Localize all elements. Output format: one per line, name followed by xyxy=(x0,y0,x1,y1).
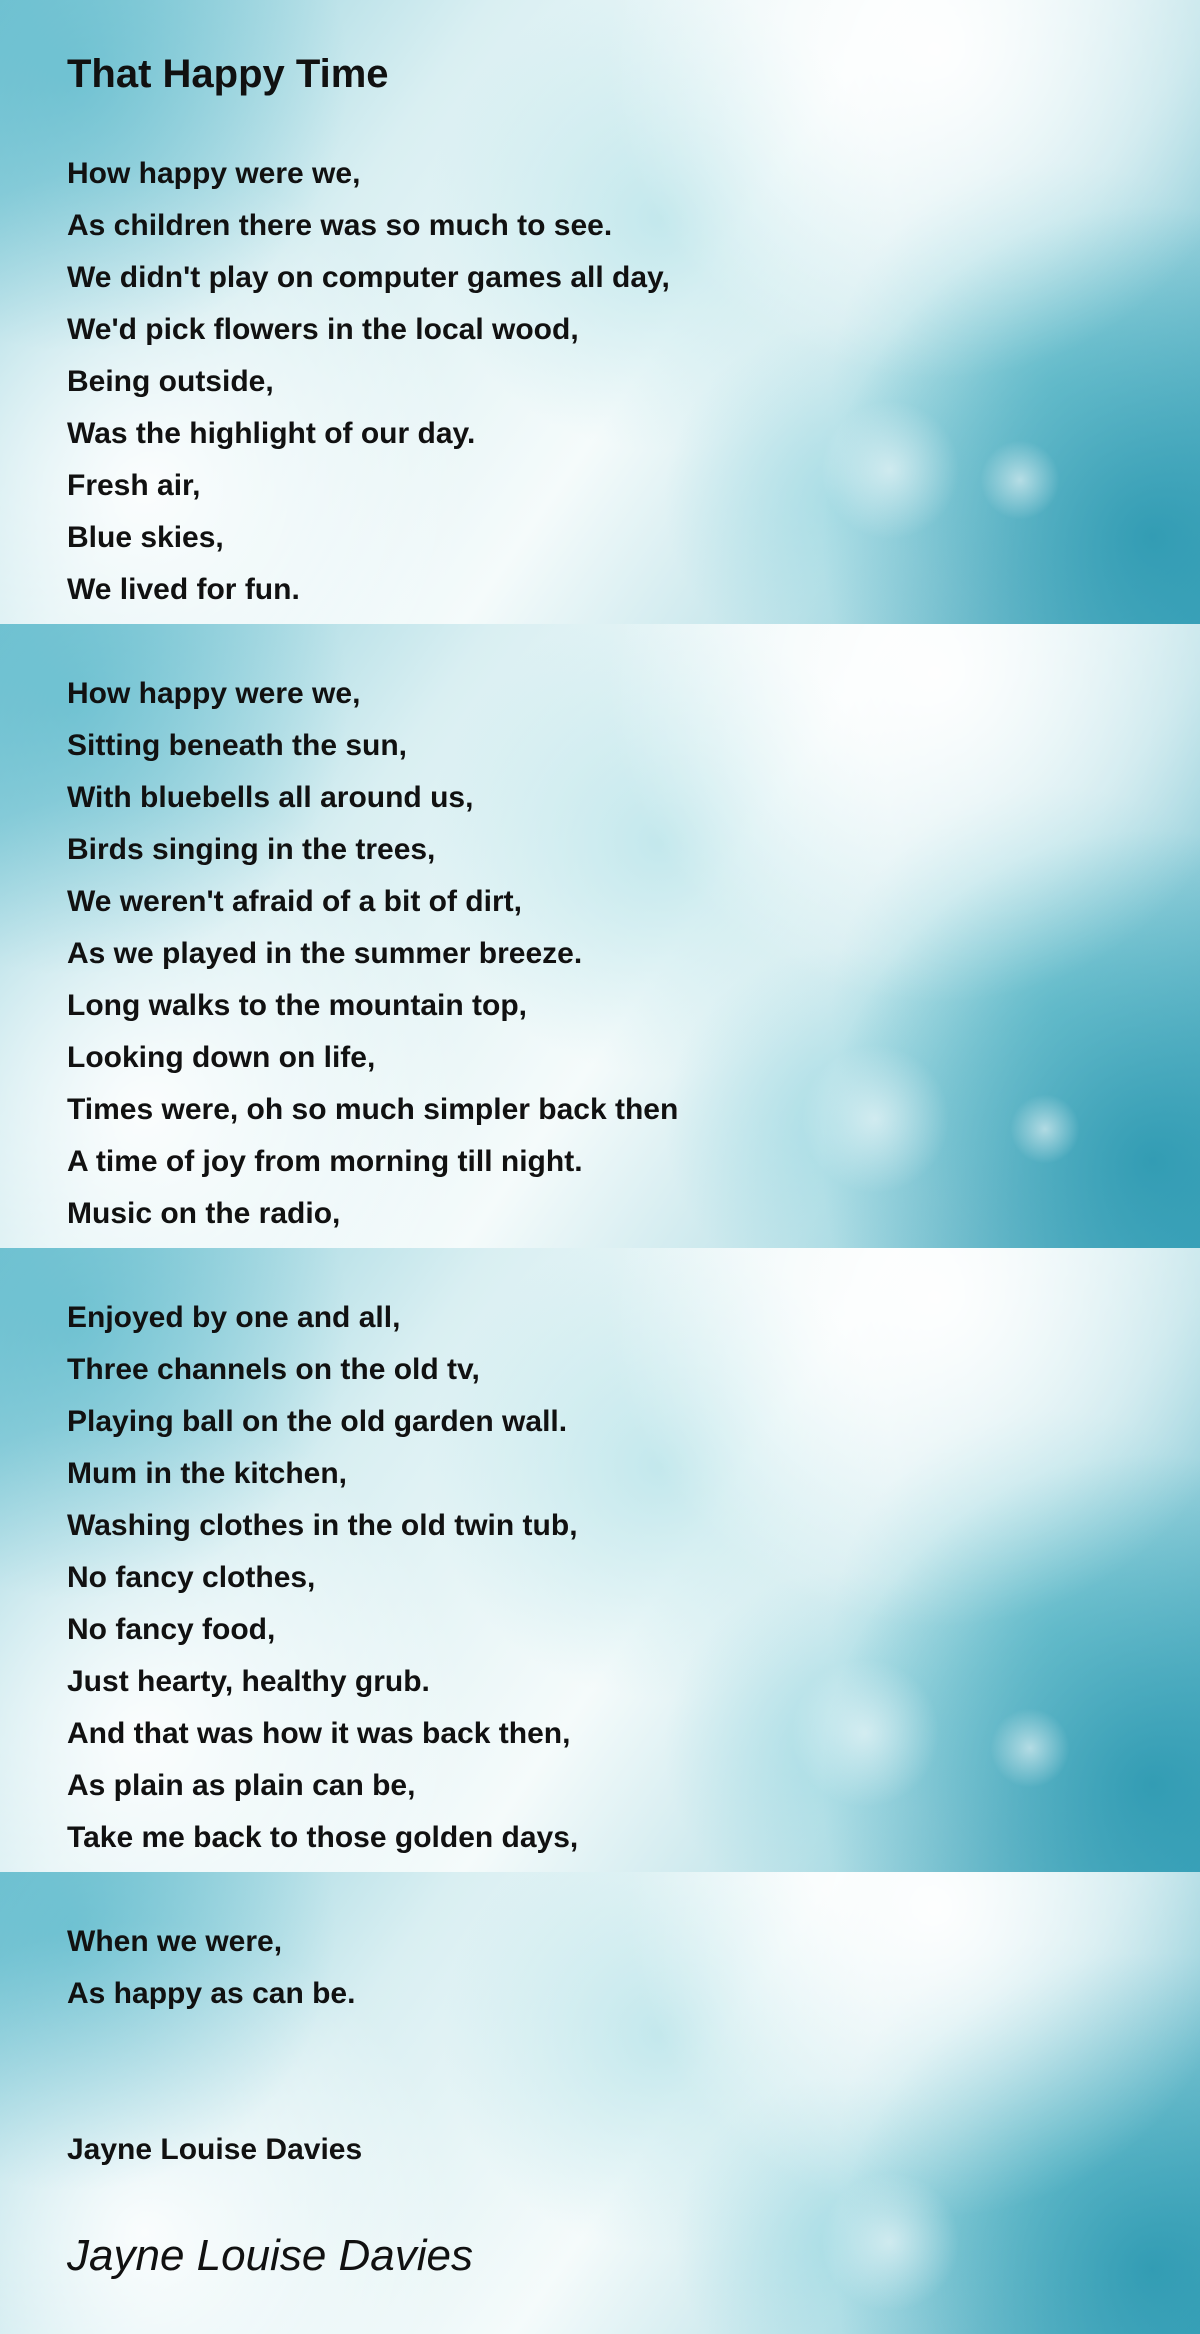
poem-line: We lived for fun. xyxy=(67,573,300,606)
poem-line: No fancy clothes, xyxy=(67,1561,316,1594)
poem-line: How happy were we, xyxy=(67,677,361,710)
bokeh-light xyxy=(790,1658,940,1808)
bokeh-light xyxy=(990,1708,1070,1788)
poem-line: Music on the radio, xyxy=(67,1197,341,1230)
poem-title: That Happy Time xyxy=(67,52,389,96)
poem-line: How happy were we, xyxy=(67,157,361,190)
poem-line: Birds singing in the trees, xyxy=(67,833,436,866)
bokeh-light xyxy=(800,1044,950,1194)
poem-line: As children there was so much to see. xyxy=(67,209,613,242)
poem-line: Times were, oh so much simpler back then xyxy=(67,1093,679,1126)
poem-line: Was the highlight of our day. xyxy=(67,417,476,450)
poem-line: As plain as plain can be, xyxy=(67,1769,416,1802)
author-signature: Jayne Louise Davies xyxy=(67,2231,474,2280)
poem-line: Just hearty, healthy grub. xyxy=(67,1665,430,1698)
poem-line: When we were, xyxy=(67,1925,283,1958)
poem-line: We'd pick flowers in the local wood, xyxy=(67,313,579,346)
poem-line: Three channels on the old tv, xyxy=(67,1353,480,1386)
poem-line: With bluebells all around us, xyxy=(67,781,474,814)
poem-line: Blue skies, xyxy=(67,521,224,554)
poem-line: Take me back to those golden days, xyxy=(67,1821,579,1854)
poem-line: We weren't afraid of a bit of dirt, xyxy=(67,885,522,918)
poem-line: Sitting beneath the sun, xyxy=(67,729,408,762)
poem-line: Being outside, xyxy=(67,365,274,398)
bokeh-light xyxy=(820,400,960,540)
poem-line: And that was how it was back then, xyxy=(67,1717,571,1750)
poem-line: Playing ball on the old garden wall. xyxy=(67,1405,568,1438)
poem-line: A time of joy from morning till night. xyxy=(67,1145,583,1178)
poem-line: Enjoyed by one and all, xyxy=(67,1301,401,1334)
poem-line: Washing clothes in the old twin tub, xyxy=(67,1509,578,1542)
bokeh-light xyxy=(820,2172,960,2312)
poem-line: Looking down on life, xyxy=(67,1041,376,1074)
bokeh-light xyxy=(1010,1094,1080,1164)
poem-line: As happy as can be. xyxy=(67,1977,356,2010)
poem-line: No fancy food, xyxy=(67,1613,276,1646)
bokeh-light xyxy=(980,440,1060,520)
poem-line: Mum in the kitchen, xyxy=(67,1457,348,1490)
poem-line: As we played in the summer breeze. xyxy=(67,937,583,970)
poem-line: Fresh air, xyxy=(67,469,201,502)
poem-author: Jayne Louise Davies xyxy=(67,2133,363,2166)
poem-line: We didn't play on computer games all day, xyxy=(67,261,670,294)
poem-line: Long walks to the mountain top, xyxy=(67,989,527,1022)
